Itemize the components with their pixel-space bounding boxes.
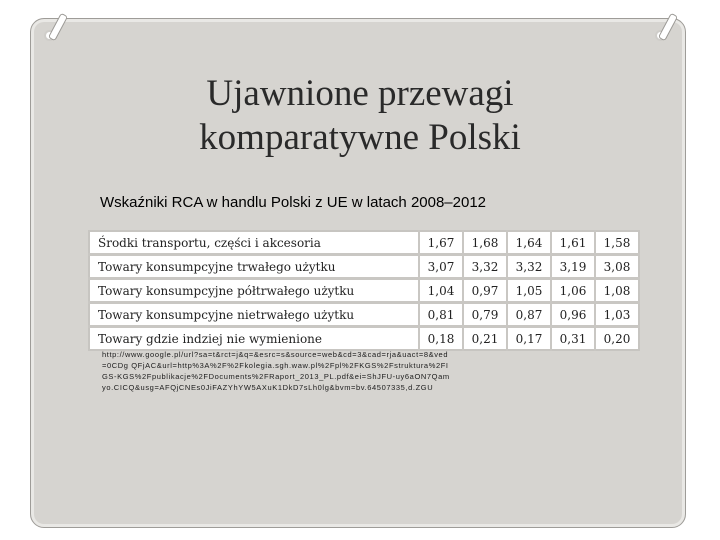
row-value: 3,08 xyxy=(595,255,639,279)
row-value: 0,17 xyxy=(507,327,551,351)
row-value: 1,58 xyxy=(595,231,639,255)
table-row xyxy=(89,231,639,255)
table-row xyxy=(89,303,639,327)
row-value: 1,06 xyxy=(551,279,595,303)
table-row xyxy=(89,279,639,303)
row-value: 1,68 xyxy=(463,231,507,255)
row-value: 1,64 xyxy=(507,231,551,255)
table-row xyxy=(89,255,639,279)
row-value: 1,05 xyxy=(507,279,551,303)
row-value: 0,18 xyxy=(419,327,463,351)
row-value: 1,67 xyxy=(419,231,463,255)
row-value: 0,96 xyxy=(551,303,595,327)
row-label: Towary gdzie indziej nie wymienione xyxy=(89,327,419,351)
row-value: 1,61 xyxy=(551,231,595,255)
row-label: Towary konsumpcyjne półtrwałego użytku xyxy=(89,279,419,303)
row-label: Towary konsumpcyjne trwałego użytku xyxy=(89,255,419,279)
row-value: 3,32 xyxy=(463,255,507,279)
row-value: 3,07 xyxy=(419,255,463,279)
row-value: 0,87 xyxy=(507,303,551,327)
row-value: 1,08 xyxy=(595,279,639,303)
table-row xyxy=(89,327,639,351)
row-value: 1,03 xyxy=(595,303,639,327)
row-value: 0,97 xyxy=(463,279,507,303)
row-value: 0,20 xyxy=(595,327,639,351)
row-label: Towary konsumpcyjne nietrwałego użytku xyxy=(89,303,419,327)
row-value: 0,31 xyxy=(551,327,595,351)
slide-title: Ujawnione przewagi komparatywne Polski xyxy=(199,73,521,158)
row-value: 0,81 xyxy=(419,303,463,327)
row-value: 0,79 xyxy=(463,303,507,327)
row-value: 0,21 xyxy=(463,327,507,351)
row-label: Środki transportu, części i akcesoria xyxy=(98,235,321,250)
row-value: 3,32 xyxy=(507,255,551,279)
row-value: 3,19 xyxy=(551,255,595,279)
row-value: 1,04 xyxy=(419,279,463,303)
rca-table xyxy=(88,230,640,351)
slide-subtitle: Wskaźniki RCA w handlu Polski z UE w latach 2008–2012 xyxy=(100,194,487,211)
source-link[interactable]: http://www.google.pl/url?sa=t&rct=j&q=&esrc=s&source=web&cd=3&cad=rja&uact=8&ved=0CDg QFjAC&url=http%3A%2F%2Fkolegia.sgh.waw.pl%2Fpl%2FKGS%2Fstruktura%2FIGS-KGS%2Fpublikacje%2FDocuments%2FRaport_2013_PL.pdf&ei=ShJFU-uy6aON7Qamyo.CICQ&usg=AFQjCNEs0JiFAZYhYW5AXuK1DkD7sLh0lg&bvm=bv.64507335,d.ZGU xyxy=(102,350,450,392)
